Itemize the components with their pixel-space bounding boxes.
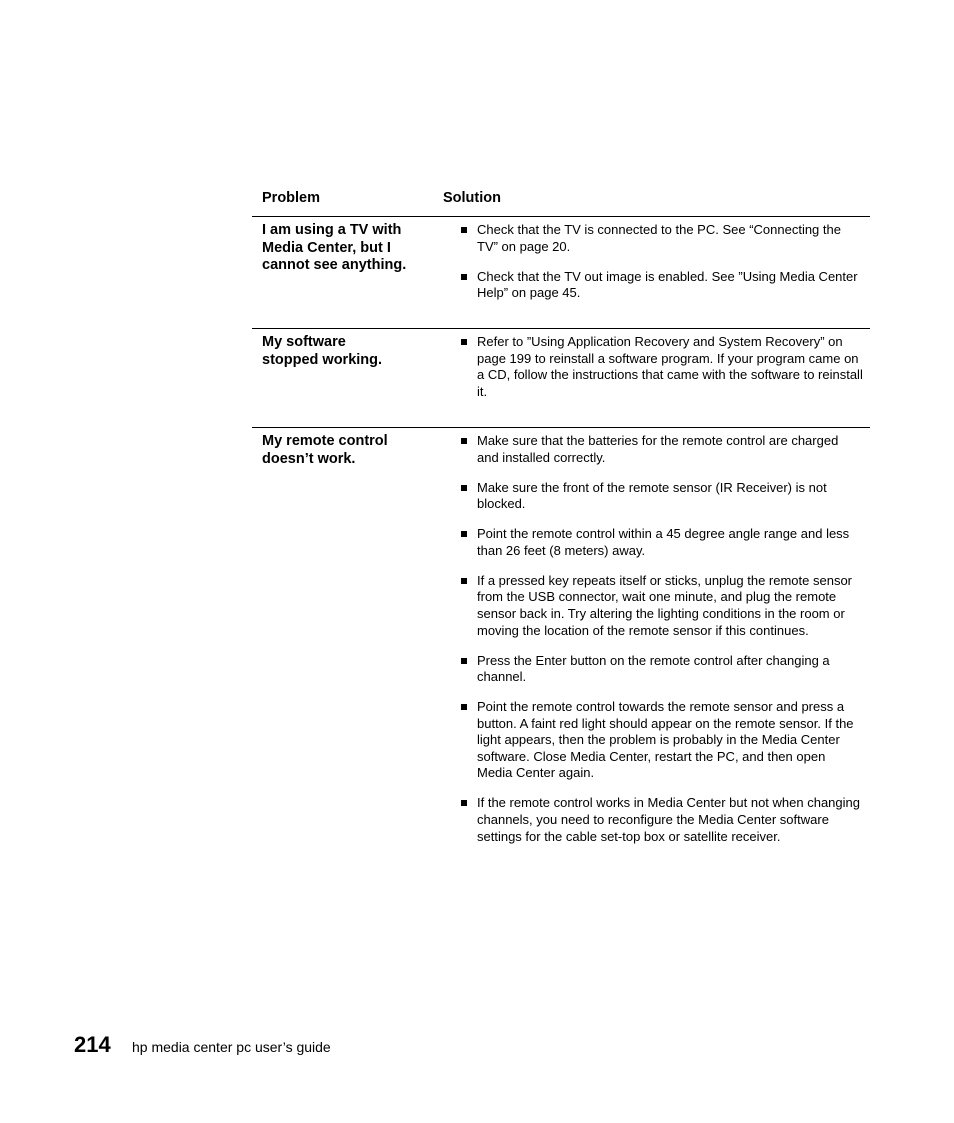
square-bullet-icon [461,274,467,280]
solution-item [459,526,863,559]
solution-item [459,334,863,400]
solution-column-header: Solution [443,190,501,206]
square-bullet-icon [461,438,467,444]
square-bullet-icon [461,339,467,345]
page-number: 214 [74,1032,111,1057]
solution-list [459,334,863,414]
problem-column-header: Problem [262,190,321,206]
solution-item [459,222,863,255]
solution-text: Make sure that the batteries for the remote control are charged and installed correctly. [477,433,839,465]
table-row [252,427,870,858]
table-row [252,216,870,329]
table-row [252,328,870,428]
square-bullet-icon [461,531,467,537]
square-bullet-icon [461,227,467,233]
solution-item [459,573,863,639]
solution-text: Point the remote control within a 45 degree angle range and less than 26 feet (8 meters) away. [477,526,850,558]
solution-list [459,222,863,315]
guide-title: hp media center pc user’s guide [132,1039,331,1055]
solution-item [459,653,863,686]
square-bullet-icon [461,485,467,491]
solution-text: Check that the TV is connected to the PC. See “Connecting the TV” on page 20. [477,222,841,254]
solution-text: If the remote control works in Media Center but not when changing channels, you need to reconfigure the Media Center software settings for the cable set-top box or satellite receiver. [477,795,860,844]
solution-text: Press the Enter button on the remote control after changing a channel. [477,652,830,685]
square-bullet-icon [461,800,467,806]
solution-item [459,699,863,782]
solution-item [459,433,863,466]
solution-text: Make sure the front of the remote sensor (IR Receiver) is not blocked. [477,479,827,512]
square-bullet-icon [461,704,467,710]
problem-cell: My remote control doesn’t work. [262,433,388,467]
solution-item [459,480,863,513]
solution-item [459,795,863,845]
table-header [262,190,870,212]
square-bullet-icon [461,658,467,664]
square-bullet-icon [461,578,467,584]
problem-cell: I am using a TV with Media Center, but I cannot see anything. [262,222,407,273]
solution-item [459,269,863,302]
solution-list [459,433,863,859]
solution-text: If a pressed key repeats itself or sticks, unplug the remote sensor from the USB connector, wait one minute, and plug the remote sensor back in. Try altering the lighting conditions in the room or moving the location of the remote sensor if this continues. [477,572,853,638]
solution-text: Check that the TV out image is enabled. See ”Using Media Center Help” on page 45. [477,268,858,301]
problem-cell: My software stopped working. [262,334,383,368]
solution-text: Point the remote control towards the remote sensor and press a button. A faint red light should appear on the remote sensor. If the light appears, then the problem is probably in the Media Center software. Close Media Center, restart the PC, and then open Media Center again. [477,699,854,781]
solution-text: Refer to ”Using Application Recovery and System Recovery” on page 199 to reinstall a software program. If your program came on a CD, follow the instructions that came with the software to reinstall it. [477,334,863,399]
